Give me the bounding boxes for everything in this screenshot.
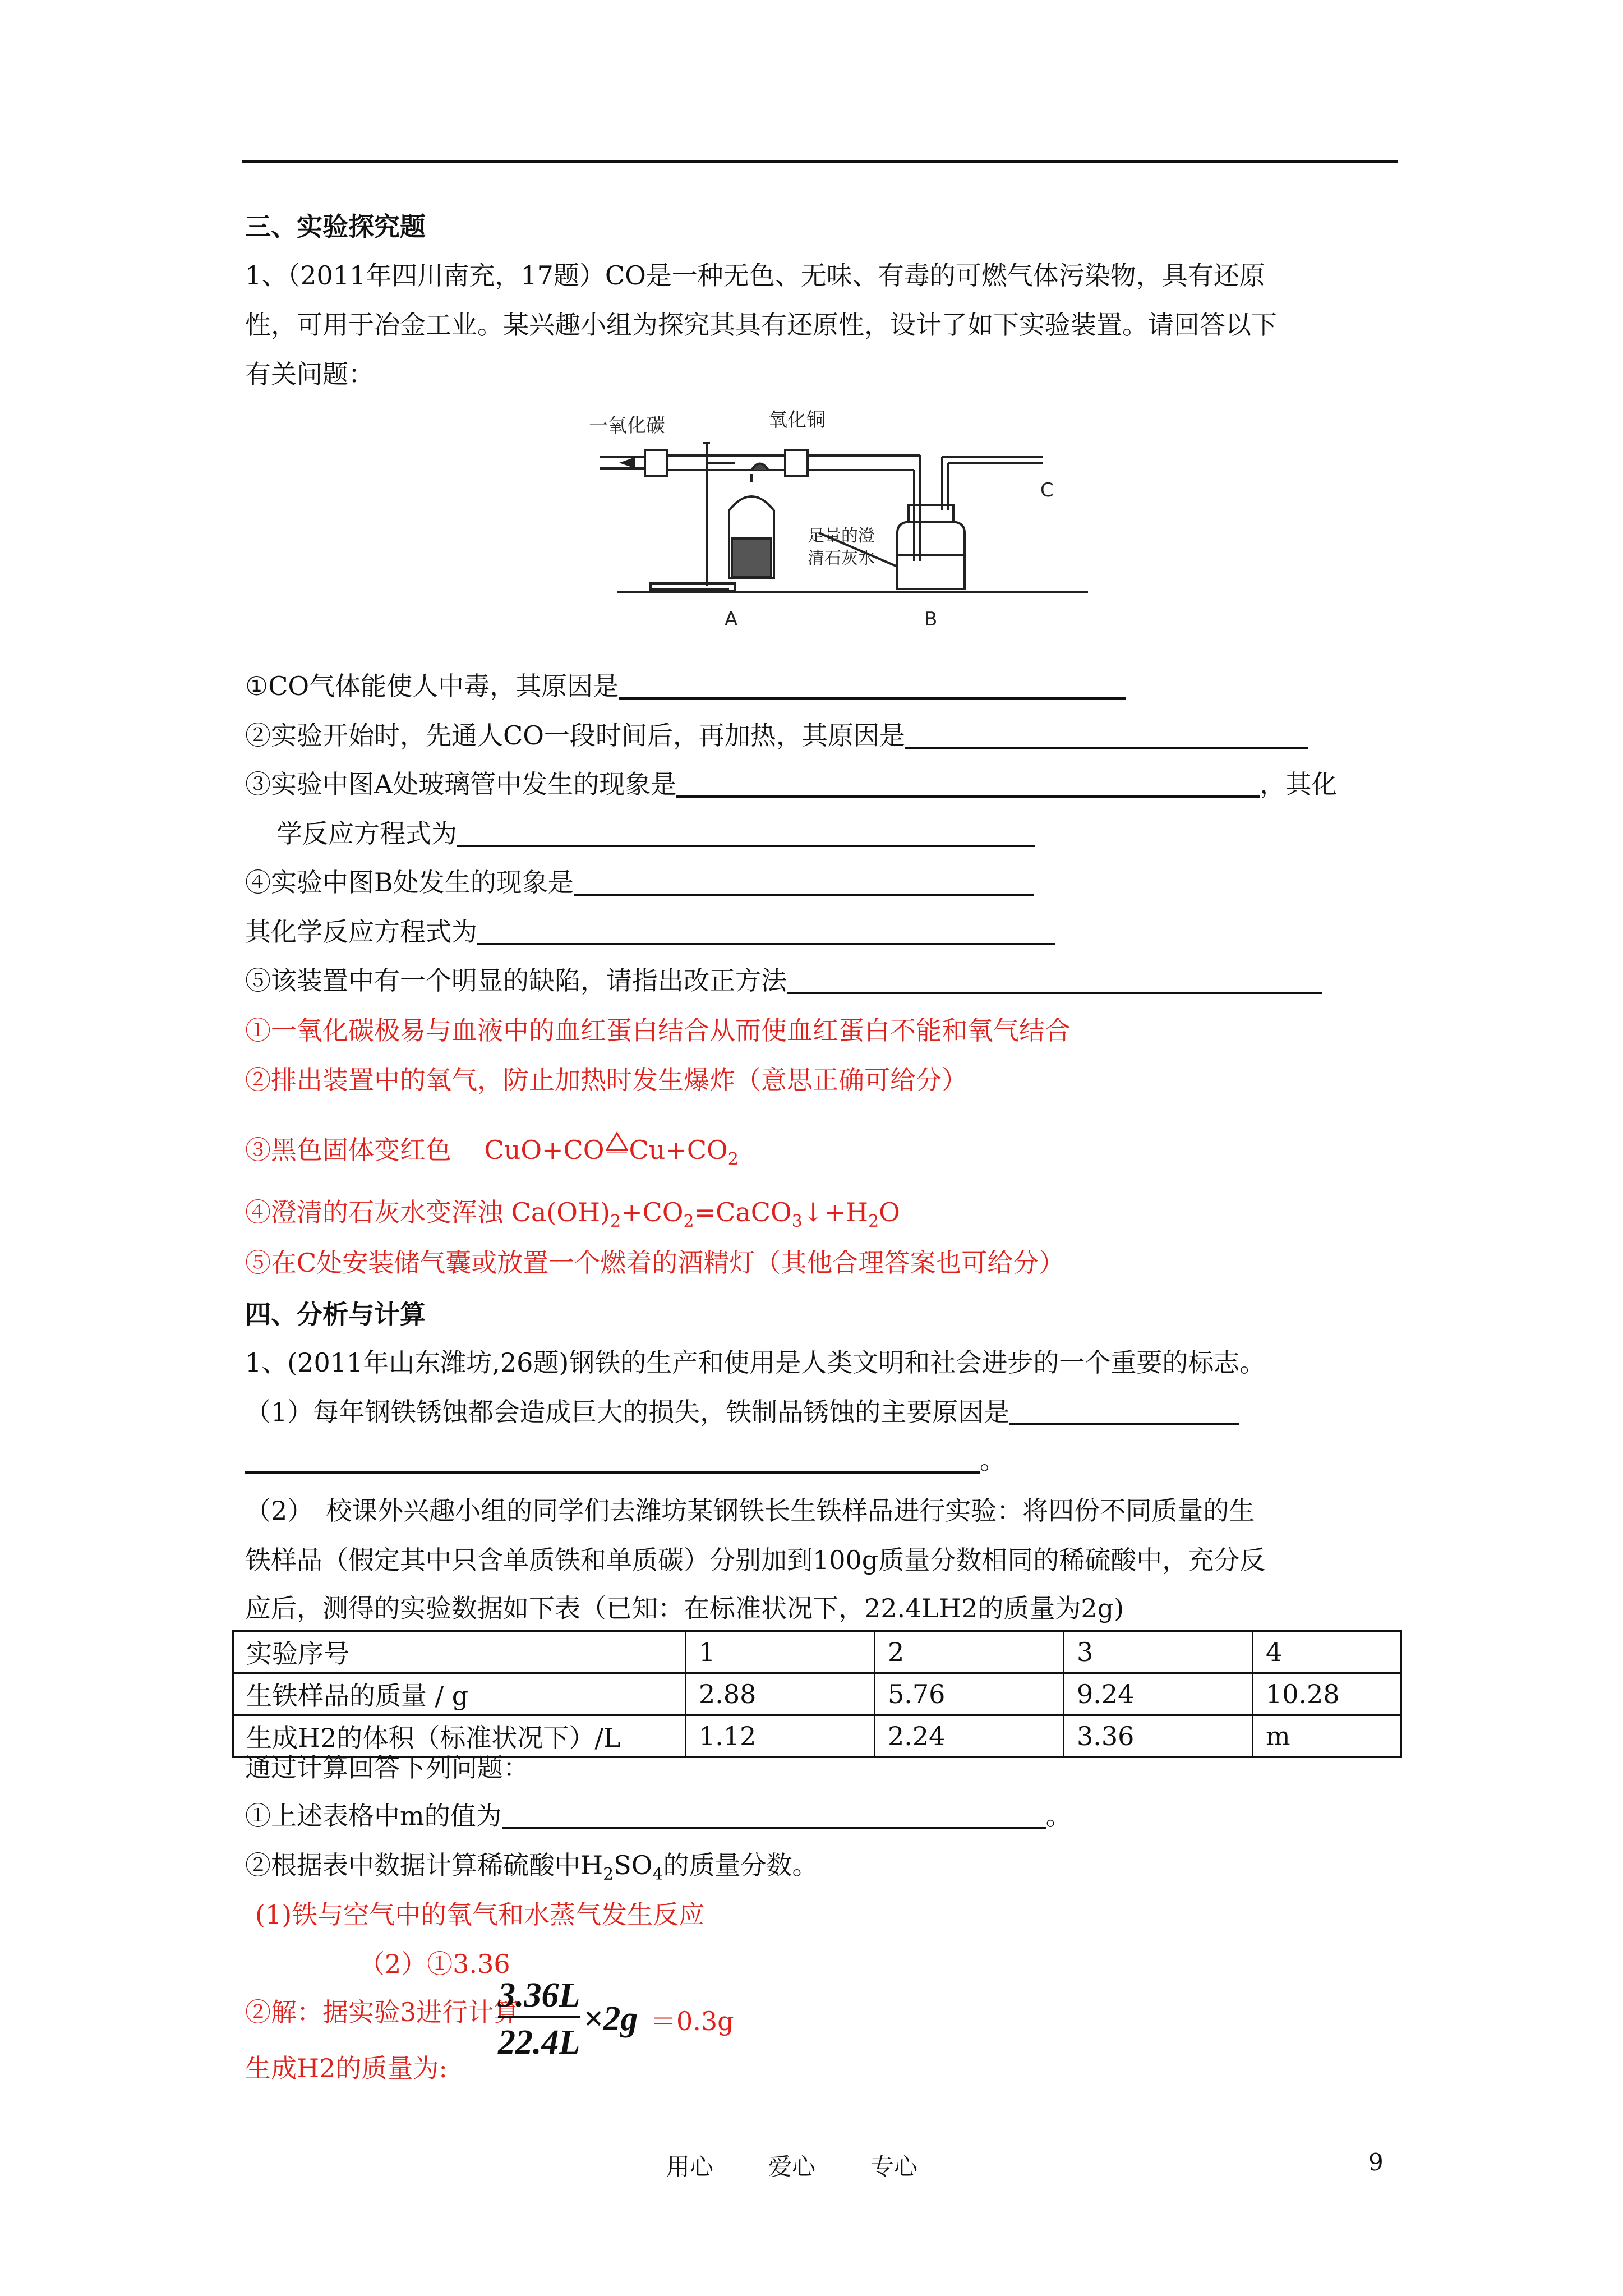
- answer-blank-7: [502, 1801, 1046, 1829]
- label-limewater-1: 足量的澄: [808, 526, 875, 546]
- answer-blank-2: [905, 721, 1308, 749]
- table-cell: 2.24: [875, 1715, 1064, 1757]
- apparatus-diagram: [583, 398, 1088, 645]
- fraction-numerator: 3.36L: [498, 1976, 580, 2014]
- table-cell: 1.12: [686, 1715, 875, 1757]
- question-4: ④实验中图B处发生的现象是: [245, 865, 1034, 900]
- question-5: ⑤该装置中有一个明显的缺陷，请指出改正方法: [245, 963, 1322, 998]
- heat-triangle-icon: [605, 1131, 629, 1157]
- fraction-multiplier: ×2g: [583, 2000, 638, 2038]
- fraction-bar: [498, 2016, 580, 2018]
- answer-blank-6b: [245, 1446, 980, 1474]
- question-1: ①CO气体能使人中毒，其原因是: [245, 669, 1126, 703]
- section4-p5: 铁样品（假定其中只含单质铁和单质碳）分别加到100g质量分数相同的稀硫酸中，充分反: [245, 1545, 1266, 1575]
- section4-p6: 应后，测得的实验数据如下表（已知：在标准状况下，22.4LH2的质量为2g): [245, 1593, 1124, 1623]
- answer-blank-4b: [477, 917, 1055, 945]
- table-cell: 3: [1064, 1631, 1253, 1673]
- calc-question-1: ①上述表格中m的值为 。: [245, 1801, 1072, 1831]
- label-b: B: [924, 608, 938, 631]
- footer-motto-3: 专心: [870, 2153, 918, 2180]
- label-c: C: [1040, 479, 1054, 501]
- table-cell: 生成H2的体积（标准状况下）/L: [233, 1715, 686, 1757]
- section3-heading: 三、实验探究题: [245, 211, 426, 242]
- fraction-denominator: 22.4L: [498, 2023, 580, 2062]
- answer-3: ③黑色固体变红色 CuO+CO $Cu+CO_2$: [245, 1131, 739, 1167]
- table-cell: 5.76: [875, 1673, 1064, 1715]
- answer-blank-6: [1009, 1397, 1239, 1425]
- table-cell: 1: [686, 1631, 875, 1673]
- question-3: ③实验中图A处玻璃管中发生的现象是 ，其化: [245, 769, 1338, 799]
- table-cell: 4: [1253, 1631, 1401, 1673]
- section4-p1: 1、(2011年山东潍坊,26题)钢铁的生产和使用是人类文明和社会进步的一个重要的标志。: [245, 1347, 1266, 1378]
- q1-line2: 性，可用于冶金工业。某兴趣小组为探究其具有还原性，设计了如下实验装置。请回答以下: [245, 310, 1277, 340]
- answer-blank-1: [619, 671, 1126, 700]
- solution-1: (1)铁与空气中的氧气和水蒸气发生反应: [255, 1899, 705, 1930]
- answer-blank-4: [574, 868, 1034, 896]
- table-cell: 2.88: [686, 1673, 875, 1715]
- answer-blank-3: [676, 770, 1260, 798]
- solution-3: ②解：据实验3进行计算: [245, 1997, 520, 2027]
- section4-p4: （2） 校课外兴趣小组的同学们去潍坊某钢铁长生铁样品进行实验：将四份不同质量的生: [245, 1496, 1255, 1526]
- answer-blank-3b: [457, 819, 1035, 847]
- section4-p3: 。: [245, 1443, 1006, 1478]
- q1-line3: 有关问题：: [245, 359, 374, 389]
- question-4-cont: 其化学反应方程式为: [245, 914, 1055, 949]
- table-cell: 实验序号: [233, 1631, 686, 1673]
- section4-heading: 四、分析与计算: [245, 1299, 426, 1329]
- page-number: 9: [1368, 2148, 1384, 2176]
- answer-blank-5: [787, 966, 1322, 994]
- table-cell: 3.36: [1064, 1715, 1253, 1757]
- label-limewater-2: 清石灰水: [808, 549, 875, 568]
- solution-2: （2）①3.36: [359, 1949, 510, 1979]
- experiment-data-table: [232, 1630, 1402, 1758]
- answer-5: ⑤在C处安装储气囊或放置一个燃着的酒精灯（其他合理答案也可给分）: [245, 1248, 1065, 1278]
- answer-4: ④澄清的石灰水变浑浊 $Ca(OH)_2+CO_2=CaCO_3↓+H_2O$: [245, 1197, 900, 1231]
- table-cell: m: [1253, 1715, 1401, 1757]
- footer-motto-2: 爱心: [768, 2153, 816, 2180]
- table-row: [233, 1673, 1401, 1715]
- table-cell: 生铁样品的质量 / g: [233, 1673, 686, 1715]
- solution-result: ＝0.3g: [651, 2006, 734, 2036]
- section4-p2: （1）每年钢铁锈蚀都会造成巨大的损失，铁制品锈蚀的主要原因是: [245, 1395, 1239, 1429]
- table-cell: 2: [875, 1631, 1064, 1673]
- label-a: A: [725, 608, 738, 631]
- answer-1: ①一氧化碳极易与血液中的血红蛋白结合从而使血红蛋白不能和氧气结合: [245, 1015, 1071, 1046]
- header-rule: [242, 160, 1398, 163]
- table-cell: 9.24: [1064, 1673, 1253, 1715]
- footer-motto-1: 用心: [666, 2153, 714, 2180]
- q1-line1: 1、（2011年四川南充，17题）CO是一种无色、无味、有毒的可燃气体污染物，具有还原: [245, 260, 1265, 291]
- table-cell: 10.28: [1253, 1673, 1401, 1715]
- question-3-cont: 学反应方程式为: [276, 816, 1035, 851]
- label-cuo: 氧化铜: [768, 409, 826, 431]
- calc-question-2: ②根据表中数据计算稀硫酸中$H_2SO_4$的质量分数。: [245, 1850, 818, 1884]
- question-2: ②实验开始时，先通人CO一段时间后，再加热，其原因是: [245, 718, 1308, 753]
- calc-intro: 通过计算回答下列问题：: [245, 1752, 529, 1783]
- solution-4: 生成H2的质量为:: [245, 2053, 448, 2083]
- answer-2: ②排出装置中的氧气，防止加热时发生爆炸（意思正确可给分）: [245, 1065, 967, 1095]
- label-co: 一氧化碳: [589, 415, 665, 437]
- table-row: [233, 1631, 1401, 1673]
